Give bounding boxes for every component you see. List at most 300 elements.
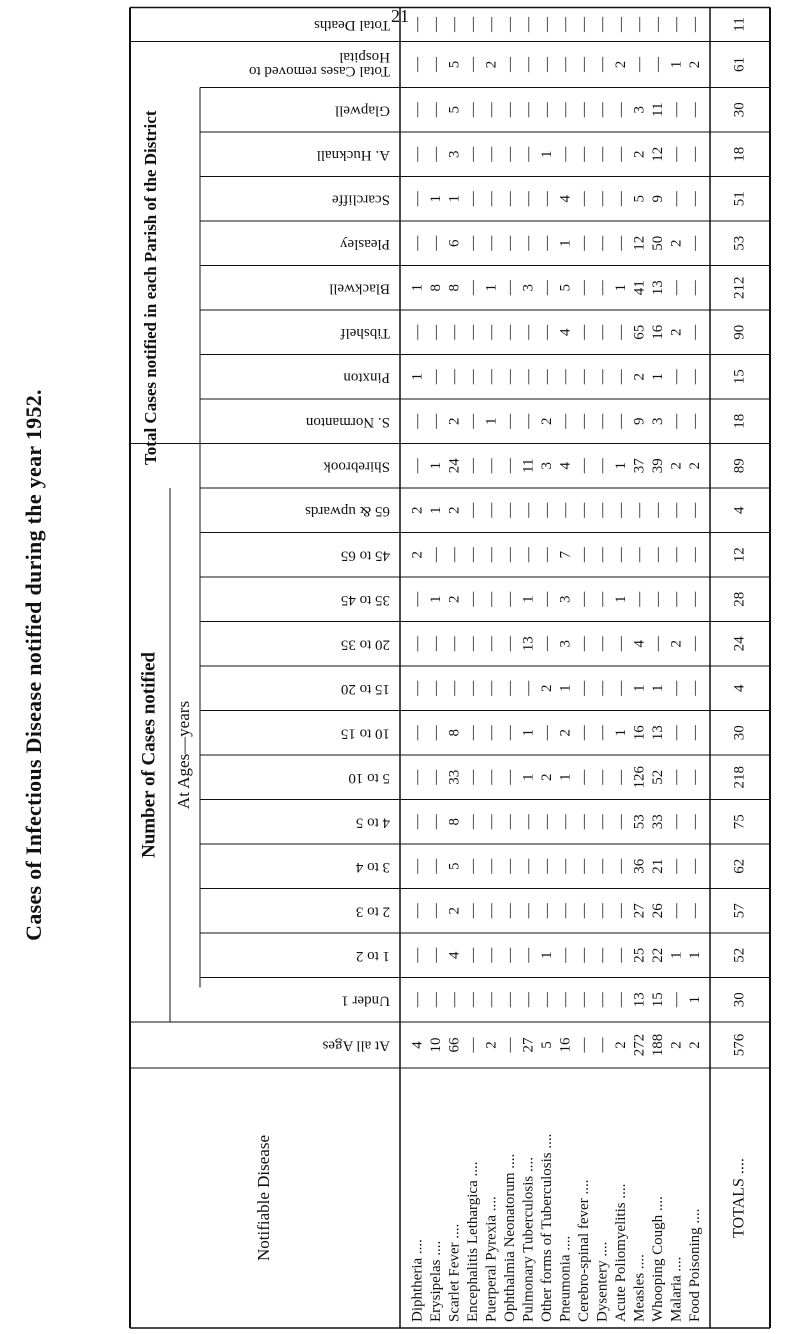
- table-cell: —: [687, 369, 704, 385]
- table-cell: 8: [446, 284, 463, 292]
- disease-label: Puerperal Pyrexia ....: [483, 1196, 500, 1322]
- table-cell: —: [576, 280, 593, 296]
- table-cell: 1: [520, 729, 537, 737]
- table-cell: —: [465, 547, 482, 563]
- table-cell: 188: [650, 1033, 667, 1057]
- table-cell: —: [594, 547, 611, 563]
- table-cell: —: [576, 102, 593, 118]
- table-cell: —: [409, 858, 426, 874]
- table-cell: —: [409, 636, 426, 652]
- totals-cell: 218: [731, 766, 748, 789]
- table-cell: 7: [557, 551, 574, 559]
- totals-cell: 11: [731, 17, 748, 32]
- table-cell: —: [668, 680, 685, 696]
- table-cell: 3: [520, 284, 537, 292]
- table-cell: 1: [428, 462, 445, 470]
- table-cell: 2: [668, 462, 685, 470]
- table-cell: 22: [650, 947, 667, 963]
- table-cell: —: [502, 992, 519, 1008]
- table-cell: —: [483, 769, 500, 785]
- table-cell: —: [502, 636, 519, 652]
- table-cell: —: [465, 903, 482, 919]
- table-cell: —: [409, 324, 426, 340]
- table-cell: 2: [687, 1041, 704, 1049]
- table-cell: —: [539, 814, 556, 830]
- table-cell: —: [613, 369, 630, 385]
- table-cell: —: [613, 547, 630, 563]
- table-cell: —: [465, 769, 482, 785]
- table-cell: —: [576, 146, 593, 162]
- table-cell: 1: [539, 150, 556, 158]
- table-cell: 65: [631, 324, 648, 340]
- table-cell: —: [465, 413, 482, 429]
- table-cell: —: [594, 57, 611, 72]
- table-cell: 4: [446, 951, 463, 959]
- table-svg: [130, 17, 800, 1328]
- table-cell: —: [613, 814, 630, 830]
- table-cell: —: [428, 814, 445, 830]
- table-cell: 1: [557, 239, 574, 247]
- table-cell: —: [594, 458, 611, 474]
- column-header: Under 1: [341, 992, 390, 1009]
- table-cell: —: [668, 725, 685, 741]
- table-cell: 2: [483, 1041, 500, 1049]
- table-cell: —: [483, 636, 500, 652]
- table-cell: —: [446, 17, 463, 32]
- column-header: A. Hucknall: [316, 146, 390, 163]
- table-cell: —: [687, 636, 704, 652]
- table-cell: —: [613, 102, 630, 118]
- table-cell: —: [613, 324, 630, 340]
- table-cell: —: [668, 17, 685, 32]
- table-cell: —: [687, 502, 704, 518]
- table-cell: —: [483, 680, 500, 696]
- totals-cell: 15: [731, 369, 748, 385]
- table-cell: —: [483, 458, 500, 474]
- table-cell: —: [650, 547, 667, 563]
- table-cell: 15: [650, 992, 667, 1008]
- table-cell: —: [409, 191, 426, 207]
- table-cell: —: [594, 1037, 611, 1053]
- table-cell: —: [539, 992, 556, 1008]
- table-cell: —: [594, 636, 611, 652]
- table-cell: —: [502, 725, 519, 741]
- table-cell: —: [613, 903, 630, 919]
- column-header: 2 to 3: [355, 903, 390, 920]
- table-cell: —: [539, 725, 556, 741]
- table-cell: —: [465, 57, 482, 72]
- table-cell: 13: [631, 992, 648, 1008]
- table-cell: 1: [557, 684, 574, 692]
- table-cell: —: [687, 769, 704, 785]
- table-cell: 9: [631, 417, 648, 425]
- table-cell: —: [594, 992, 611, 1008]
- totals-label: TOTALS ....: [730, 1158, 748, 1238]
- table-cell: —: [557, 17, 574, 32]
- table-cell: —: [539, 17, 556, 32]
- table-cell: —: [520, 992, 537, 1008]
- table-cell: 1: [613, 284, 630, 292]
- table-cell: —: [483, 591, 500, 607]
- table-cell: —: [483, 947, 500, 963]
- table-cell: 2: [668, 1041, 685, 1049]
- table-cell: 2: [446, 907, 463, 915]
- table-cell: —: [502, 280, 519, 296]
- table-cell: —: [668, 369, 685, 385]
- table-cell: —: [465, 858, 482, 874]
- header-removed: Total Cases removed to: [249, 63, 390, 80]
- table-cell: —: [502, 814, 519, 830]
- table-cell: —: [483, 903, 500, 919]
- table-cell: —: [650, 636, 667, 652]
- table-rotated-group: [130, 8, 770, 1329]
- table-cell: 1: [631, 684, 648, 692]
- totals-cell: 4: [731, 684, 748, 692]
- table-cell: —: [465, 636, 482, 652]
- table-cell: —: [687, 146, 704, 162]
- table-cell: —: [428, 636, 445, 652]
- column-header: Pleasley: [340, 235, 390, 252]
- table-cell: —: [613, 858, 630, 874]
- table-cell: —: [409, 235, 426, 251]
- table-cell: 1: [409, 284, 426, 292]
- totals-cell: 4: [731, 506, 748, 514]
- table-cell: 1: [687, 996, 704, 1004]
- table-cell: —: [668, 102, 685, 118]
- column-header: 65 & upwards: [305, 502, 390, 519]
- table-cell: 12: [650, 146, 667, 162]
- table-cell: —: [465, 324, 482, 340]
- disease-label: Food Poisoning ....: [687, 1208, 704, 1322]
- table-cell: —: [687, 413, 704, 429]
- table-cell: —: [520, 102, 537, 118]
- column-header: 10 to 15: [340, 725, 390, 742]
- table-cell: —: [687, 191, 704, 207]
- table-cell: 1: [428, 195, 445, 203]
- table-cell: —: [668, 502, 685, 518]
- table-cell: —: [576, 636, 593, 652]
- table-cell: —: [465, 814, 482, 830]
- table-cell: 1: [650, 684, 667, 692]
- table-cell: —: [576, 1037, 593, 1053]
- table-cell: 1: [668, 951, 685, 959]
- table-cell: 2: [409, 551, 426, 559]
- table-cell: —: [483, 369, 500, 385]
- table-cell: —: [594, 191, 611, 207]
- table-cell: 4: [557, 195, 574, 203]
- table-cell: —: [428, 769, 445, 785]
- disease-label: Scarlet Fever ....: [446, 1223, 463, 1322]
- column-header: Glapwell: [335, 102, 390, 119]
- table-cell: —: [557, 102, 574, 118]
- table-cell: —: [594, 280, 611, 296]
- table-cell: —: [594, 858, 611, 874]
- table-cell: —: [520, 146, 537, 162]
- table-cell: —: [576, 903, 593, 919]
- table-cell: —: [668, 903, 685, 919]
- table-cell: —: [428, 547, 445, 563]
- table-cell: —: [594, 413, 611, 429]
- table-cell: —: [594, 725, 611, 741]
- column-header: 35 to 45: [340, 591, 390, 608]
- table-cell: —: [520, 502, 537, 518]
- table-cell: 2: [613, 60, 630, 69]
- table-cell: —: [687, 324, 704, 340]
- totals-cell: 212: [731, 276, 748, 299]
- table-cell: —: [502, 57, 519, 72]
- table-cell: —: [613, 680, 630, 696]
- totals-cell: 62: [731, 858, 748, 874]
- table-cell: —: [668, 547, 685, 563]
- table-cell: —: [576, 547, 593, 563]
- table-cell: —: [409, 947, 426, 963]
- table-cell: —: [687, 591, 704, 607]
- table-cell: —: [428, 102, 445, 118]
- table-cell: —: [502, 858, 519, 874]
- table-cell: —: [483, 502, 500, 518]
- totals-cell: 75: [731, 814, 748, 830]
- table-cell: —: [502, 324, 519, 340]
- table-cell: —: [594, 502, 611, 518]
- header-deaths: Total Deaths: [313, 17, 390, 34]
- totals-cell: 576: [731, 1033, 748, 1057]
- table-cell: 1: [428, 595, 445, 603]
- table-cell: —: [446, 680, 463, 696]
- table-cell: —: [409, 591, 426, 607]
- table-cell: —: [687, 725, 704, 741]
- table-cell: —: [502, 769, 519, 785]
- disease-label: Pulmonary Tuberculosis ....: [520, 1156, 537, 1322]
- table-cell: —: [465, 1037, 482, 1053]
- column-header: Shirebrook: [323, 458, 390, 475]
- table-cell: 4: [557, 328, 574, 336]
- table-cell: —: [668, 280, 685, 296]
- table-cell: —: [520, 369, 537, 385]
- table-cell: 13: [520, 636, 537, 652]
- table-cell: 8: [446, 818, 463, 826]
- disease-label: Diphtheria ....: [409, 1239, 426, 1322]
- table-cell: —: [650, 17, 667, 32]
- table-cell: —: [520, 858, 537, 874]
- table-cell: —: [428, 57, 445, 72]
- table-cell: —: [483, 814, 500, 830]
- table-cell: —: [668, 413, 685, 429]
- table-cell: 6: [446, 239, 463, 247]
- table-cell: 13: [650, 725, 667, 741]
- table-cell: —: [557, 947, 574, 963]
- table-cell: —: [576, 369, 593, 385]
- column-header: Blackwell: [329, 280, 390, 297]
- table-cell: 1: [539, 951, 556, 959]
- totals-cell: 28: [731, 591, 748, 607]
- table-cell: —: [687, 280, 704, 296]
- table-cell: 50: [650, 235, 667, 251]
- table-cell: —: [687, 547, 704, 563]
- table-cell: —: [631, 591, 648, 607]
- table-cell: —: [687, 102, 704, 118]
- table-cell: —: [631, 17, 648, 32]
- table-cell: 3: [650, 417, 667, 425]
- table-cell: —: [631, 547, 648, 563]
- table-cell: —: [465, 947, 482, 963]
- page-title-text: Cases of Infectious Disease notified during the year 1952.: [21, 389, 46, 941]
- table-cell: 41: [631, 280, 648, 296]
- table-cell: 33: [650, 814, 667, 830]
- disease-label: Erysipelas ....: [428, 1240, 445, 1322]
- table-cell: 1: [687, 951, 704, 959]
- totals-cell: 90: [731, 324, 748, 340]
- table-cell: 16: [650, 324, 667, 340]
- column-header: 20 to 35: [340, 636, 390, 653]
- column-header: Tibshelf: [340, 324, 390, 341]
- table-cell: —: [539, 858, 556, 874]
- table-cell: —: [539, 547, 556, 563]
- table-cell: 1: [483, 417, 500, 425]
- table-cell: —: [465, 591, 482, 607]
- table-cell: 2: [687, 60, 704, 69]
- table-cell: —: [446, 324, 463, 340]
- totals-cell: 18: [731, 146, 748, 162]
- table-cell: —: [409, 903, 426, 919]
- table-cell: —: [613, 992, 630, 1008]
- disease-label: Pneumonia ....: [557, 1235, 574, 1322]
- table-cell: —: [613, 413, 630, 429]
- table-cell: —: [594, 369, 611, 385]
- table-cell: 2: [539, 684, 556, 692]
- table-cell: 2: [409, 506, 426, 514]
- table-cell: 4: [409, 1041, 426, 1049]
- table-cell: —: [502, 903, 519, 919]
- table-cell: 5: [446, 60, 463, 69]
- table-cell: —: [465, 458, 482, 474]
- table-cell: —: [539, 324, 556, 340]
- table-cell: 126: [631, 766, 648, 789]
- table-cell: —: [613, 191, 630, 207]
- table-cell: —: [520, 547, 537, 563]
- table-cell: —: [409, 17, 426, 32]
- page-title: [14, 90, 54, 1240]
- table-cell: 13: [650, 280, 667, 296]
- table-cell: —: [539, 903, 556, 919]
- table-cell: 33: [446, 769, 463, 785]
- table-cell: —: [483, 146, 500, 162]
- table-cell: 4: [557, 462, 574, 470]
- table-cell: —: [465, 992, 482, 1008]
- table-cell: —: [557, 814, 574, 830]
- table-cell: 2: [483, 60, 500, 69]
- table-cell: —: [520, 814, 537, 830]
- table-cell: —: [668, 591, 685, 607]
- table-cell: 53: [631, 814, 648, 830]
- totals-cell: 89: [731, 458, 748, 474]
- table-cell: —: [483, 725, 500, 741]
- totals-cell: 52: [731, 947, 748, 963]
- table-cell: —: [428, 858, 445, 874]
- table-cell: —: [576, 992, 593, 1008]
- table-cell: 5: [446, 862, 463, 870]
- table-cell: 2: [668, 239, 685, 247]
- table-cell: —: [502, 413, 519, 429]
- table-cell: —: [502, 680, 519, 696]
- table-cell: 1: [409, 373, 426, 381]
- table-cell: —: [409, 413, 426, 429]
- table-cell: —: [594, 146, 611, 162]
- disease-label: Dysentery ....: [594, 1241, 611, 1322]
- table-cell: —: [483, 858, 500, 874]
- table-cell: —: [428, 903, 445, 919]
- table-cell: 2: [668, 328, 685, 336]
- table-cell: —: [428, 235, 445, 251]
- table-cell: 27: [520, 1037, 537, 1053]
- table-cell: —: [594, 947, 611, 963]
- table-cell: —: [428, 947, 445, 963]
- table-cell: 24: [446, 458, 463, 474]
- table-cell: 39: [650, 458, 667, 474]
- totals-cell: 53: [731, 235, 748, 251]
- table-cell: —: [502, 102, 519, 118]
- table-cell: 12: [631, 235, 648, 251]
- table-cell: 2: [446, 417, 463, 425]
- table-cell: —: [576, 17, 593, 32]
- table-cell: —: [650, 502, 667, 518]
- table-cell: —: [539, 191, 556, 207]
- table-cell: —: [428, 17, 445, 32]
- table-cell: —: [594, 680, 611, 696]
- table-cell: —: [613, 17, 630, 32]
- table-cell: 26: [650, 903, 667, 919]
- table-cell: —: [520, 947, 537, 963]
- table-cell: —: [576, 769, 593, 785]
- totals-cell: 30: [731, 102, 748, 118]
- table-cell: 1: [557, 773, 574, 781]
- table-cell: —: [557, 369, 574, 385]
- table-cell: 3: [557, 640, 574, 648]
- table-cell: —: [687, 903, 704, 919]
- table-cell: —: [539, 102, 556, 118]
- table-cell: —: [576, 858, 593, 874]
- table-cell: —: [594, 814, 611, 830]
- table-cell: 3: [446, 150, 463, 158]
- table-cell: —: [576, 502, 593, 518]
- table-cell: —: [594, 17, 611, 32]
- table-cell: —: [668, 814, 685, 830]
- totals-cell: 18: [731, 413, 748, 429]
- table-cell: —: [539, 280, 556, 296]
- header-total-parish: Total Cases notified in each Parish of the District: [140, 110, 160, 465]
- table-cell: 3: [557, 595, 574, 603]
- table-cell: —: [613, 769, 630, 785]
- table-cell: —: [594, 235, 611, 251]
- table-cell: 2: [446, 506, 463, 514]
- table-cell: —: [428, 324, 445, 340]
- table-cell: —: [613, 146, 630, 162]
- table-cell: —: [668, 769, 685, 785]
- table-cell: —: [594, 903, 611, 919]
- table-cell: 5: [631, 195, 648, 203]
- header-notifiable-disease: Notifiable Disease: [253, 1134, 273, 1262]
- table-cell: —: [687, 814, 704, 830]
- table-cell: —: [446, 369, 463, 385]
- table-cell: —: [483, 191, 500, 207]
- disease-label: Measles ....: [631, 1254, 648, 1322]
- table-cell: —: [613, 235, 630, 251]
- table-cell: —: [687, 17, 704, 32]
- table-cell: —: [557, 903, 574, 919]
- table-cell: —: [502, 369, 519, 385]
- table-cell: —: [539, 636, 556, 652]
- table-cell: 2: [446, 595, 463, 603]
- table-cell: —: [539, 57, 556, 72]
